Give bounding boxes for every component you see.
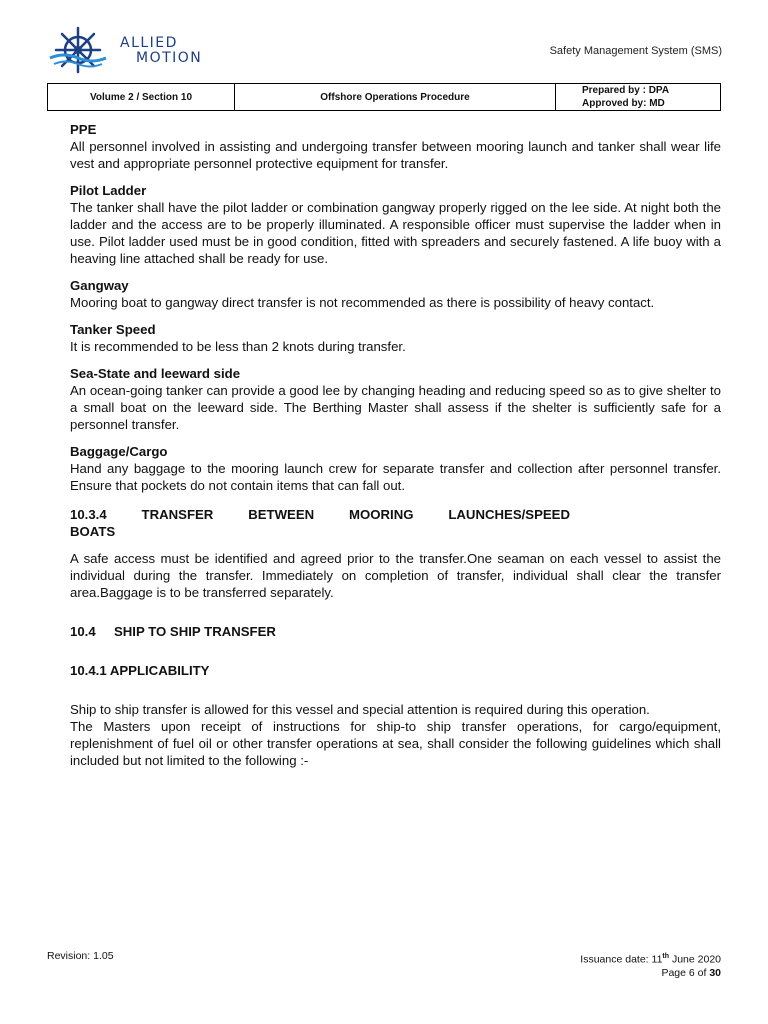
document-system-title: Safety Management System (SMS) (549, 45, 722, 57)
logo-wordmark (120, 36, 202, 66)
issuance-date (580, 950, 721, 967)
paragraph-gangway: Mooring boat to gangway direct transfer is not recommended as there is possibility of heavy contact. (70, 295, 655, 310)
heading-line-2: BOATS (70, 524, 116, 539)
page-total: 30 (709, 966, 721, 979)
logo-line-1: ALLIED (120, 35, 178, 51)
section-heading-ppe: PPE (70, 122, 97, 137)
page-prefix: Page 6 of (661, 966, 710, 979)
paragraph-tanker-speed: It is recommended to be less than 2 knots during transfer. (70, 339, 406, 354)
approved-by: Approved by: MD (582, 98, 665, 109)
logo-line-2: MOTION (136, 50, 203, 66)
section-heading-10-3-4 (70, 506, 721, 540)
section-heading-tanker-speed: Tanker Speed (70, 322, 156, 337)
issuance-superscript: th (662, 953, 670, 960)
company-logo (44, 22, 244, 78)
footer-right (580, 950, 721, 980)
paragraph-baggage: Hand any baggage to the mooring launch crew for separate transfer and collection after personnel transfer. Ensure that pockets do not contain items that can fall out. (70, 461, 721, 493)
volume-section-cell: Volume 2 / Section 10 (48, 84, 235, 111)
prepared-by: Prepared by : DPA (582, 85, 670, 96)
paragraph-sea-state: An ocean-going tanker can provide a good lee by changing heading and reducing speed so as to give shelter to a small boat on the leeward side. The Berthing Master shall assess if the shelter is sufficiently safe for a personnel transfer. (70, 383, 721, 432)
paragraph-ppe: All personnel involved in assisting and undergoing transfer between mooring launch and tanker shall wear life vest and appropriate personnel protective equipment for transfer. (70, 139, 721, 171)
section-heading-baggage: Baggage/Cargo (70, 444, 168, 459)
heading-word: MOORING (349, 507, 414, 522)
revision-label: Revision: 1.05 (47, 950, 114, 962)
paragraph-10-4-1-b: The Masters upon receipt of instructions for ship-to ship transfer operations, for cargo/equipment, replenishment of fuel oil or other transfer operations at sea, shall consider the following guidelines which shall included but not limited to the following :- (70, 719, 721, 768)
page-number (580, 967, 721, 980)
document-body (70, 121, 721, 769)
heading-word: BETWEEN (248, 507, 315, 522)
heading-word: LAUNCHES/SPEED (448, 507, 570, 522)
approval-cell (556, 84, 721, 111)
section-heading-sea-state: Sea-State and leeward side (70, 366, 241, 381)
procedure-title-cell: Offshore Operations Procedure (235, 84, 556, 111)
section-heading-10-4-1: 10.4.1 APPLICABILITY (70, 663, 210, 678)
heading-word: TRANSFER (141, 507, 214, 522)
section-heading-gangway: Gangway (70, 278, 129, 293)
issuance-suffix: June 2020 (669, 953, 721, 966)
section-heading-10-4: 10.4 SHIP TO SHIP TRANSFER (70, 624, 276, 639)
ship-wheel-icon (44, 22, 112, 78)
section-heading-pilot-ladder: Pilot Ladder (70, 183, 147, 198)
document-header-table (47, 83, 721, 111)
section-number: 10.3.4 (70, 507, 107, 522)
paragraph-10-4-1-a: Ship to ship transfer is allowed for this vessel and special attention is required during this operation. (70, 702, 650, 717)
paragraph-10-3-4: A safe access must be identified and agreed prior to the transfer.One seaman on each vessel to assist the individual during the transfer. Immediately on completion of transfer, individual shall clear the transfer area.Baggage is to be transferred separately. (70, 551, 721, 600)
paragraph-pilot-ladder: The tanker shall have the pilot ladder or combination gangway properly rigged on the lee side. At night both the ladder and the access are to be properly illuminated. A responsible officer must supervise the ladder when in use. Pilot ladder used must be in good condition, fitted with spreaders and securely fastened. A life buoy with a heaving line attached shall be ready for use. (70, 200, 721, 266)
issuance-prefix: Issuance date: 11 (580, 953, 663, 966)
